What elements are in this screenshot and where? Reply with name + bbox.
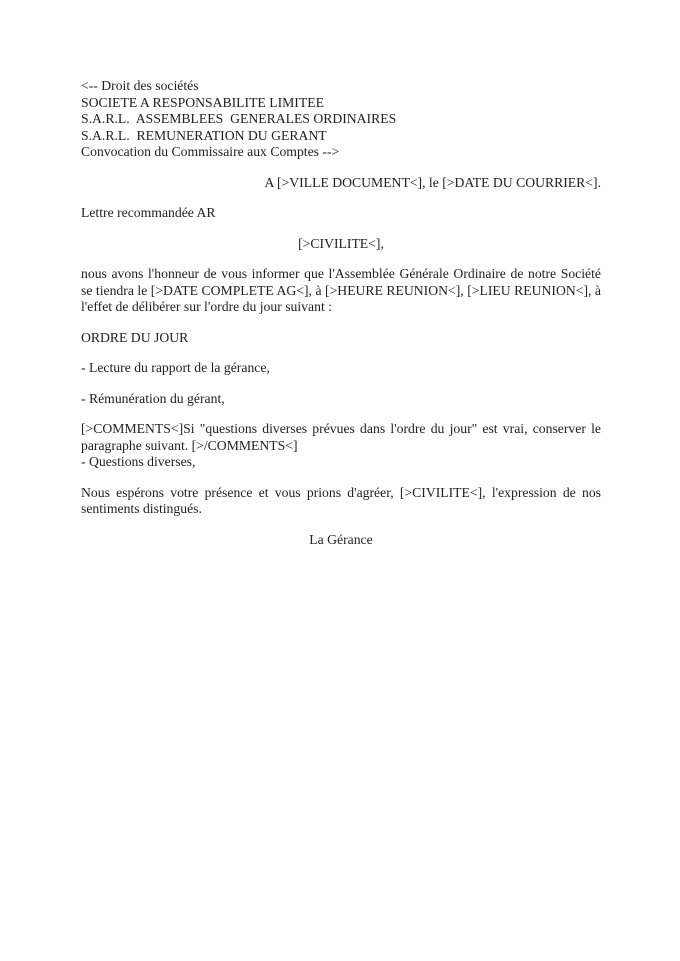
conditional-comments-block bbox=[81, 421, 601, 471]
city-date-line: A [>VILLE DOCUMENT<], le [>DATE DU COURRIER<]. bbox=[264, 174, 601, 190]
header-subcategory-line: S.A.R.L. ASSEMBLEES GENERALES ORDINAIRES bbox=[81, 111, 397, 126]
agenda-item-2: - Rémunération du gérant, bbox=[81, 390, 225, 406]
delivery-method-line: Lettre recommandée AR bbox=[81, 205, 216, 220]
agenda-heading: ORDRE DU JOUR bbox=[81, 329, 189, 345]
header-topic-line: S.A.R.L. REMUNERATION DU GERANT bbox=[81, 127, 327, 143]
header-comment-open-line: <-- Droit des sociétés bbox=[81, 78, 199, 93]
salutation-line: [>CIVILITE<], bbox=[298, 235, 384, 251]
signature-line: La Gérance bbox=[309, 531, 373, 547]
agenda-item-1: - Lecture du rapport de la gérance, bbox=[81, 360, 270, 375]
comment-note: [>COMMENTS<]Si "questions diverses prévues dans l'ordre du jour" est vrai, conserver le paragraphe suivant. [>/COMMENTS<] bbox=[81, 421, 601, 453]
closing-paragraph: Nous espérons votre présence et vous prions d'agréer, [>CIVILITE<], l'expression de nos sentiments distingués. bbox=[81, 484, 601, 516]
intro-paragraph: nous avons l'honneur de vous informer que l'Assemblée Générale Ordinaire de notre Société se tiendra le [>DATE COMPLETE AG<], à [>HEURE REUNION<], [>LIEU REUNION<], à l'effet de délibérer sur l'ordre du jour suivant : bbox=[81, 266, 601, 314]
agenda-item-3: - Questions diverses, bbox=[81, 454, 196, 469]
header-category-line: SOCIETE A RESPONSABILITE LIMITEE bbox=[81, 94, 324, 110]
header-comment-close-line: Convocation du Commissaire aux Comptes --> bbox=[81, 144, 340, 159]
template-header-block bbox=[81, 78, 601, 161]
